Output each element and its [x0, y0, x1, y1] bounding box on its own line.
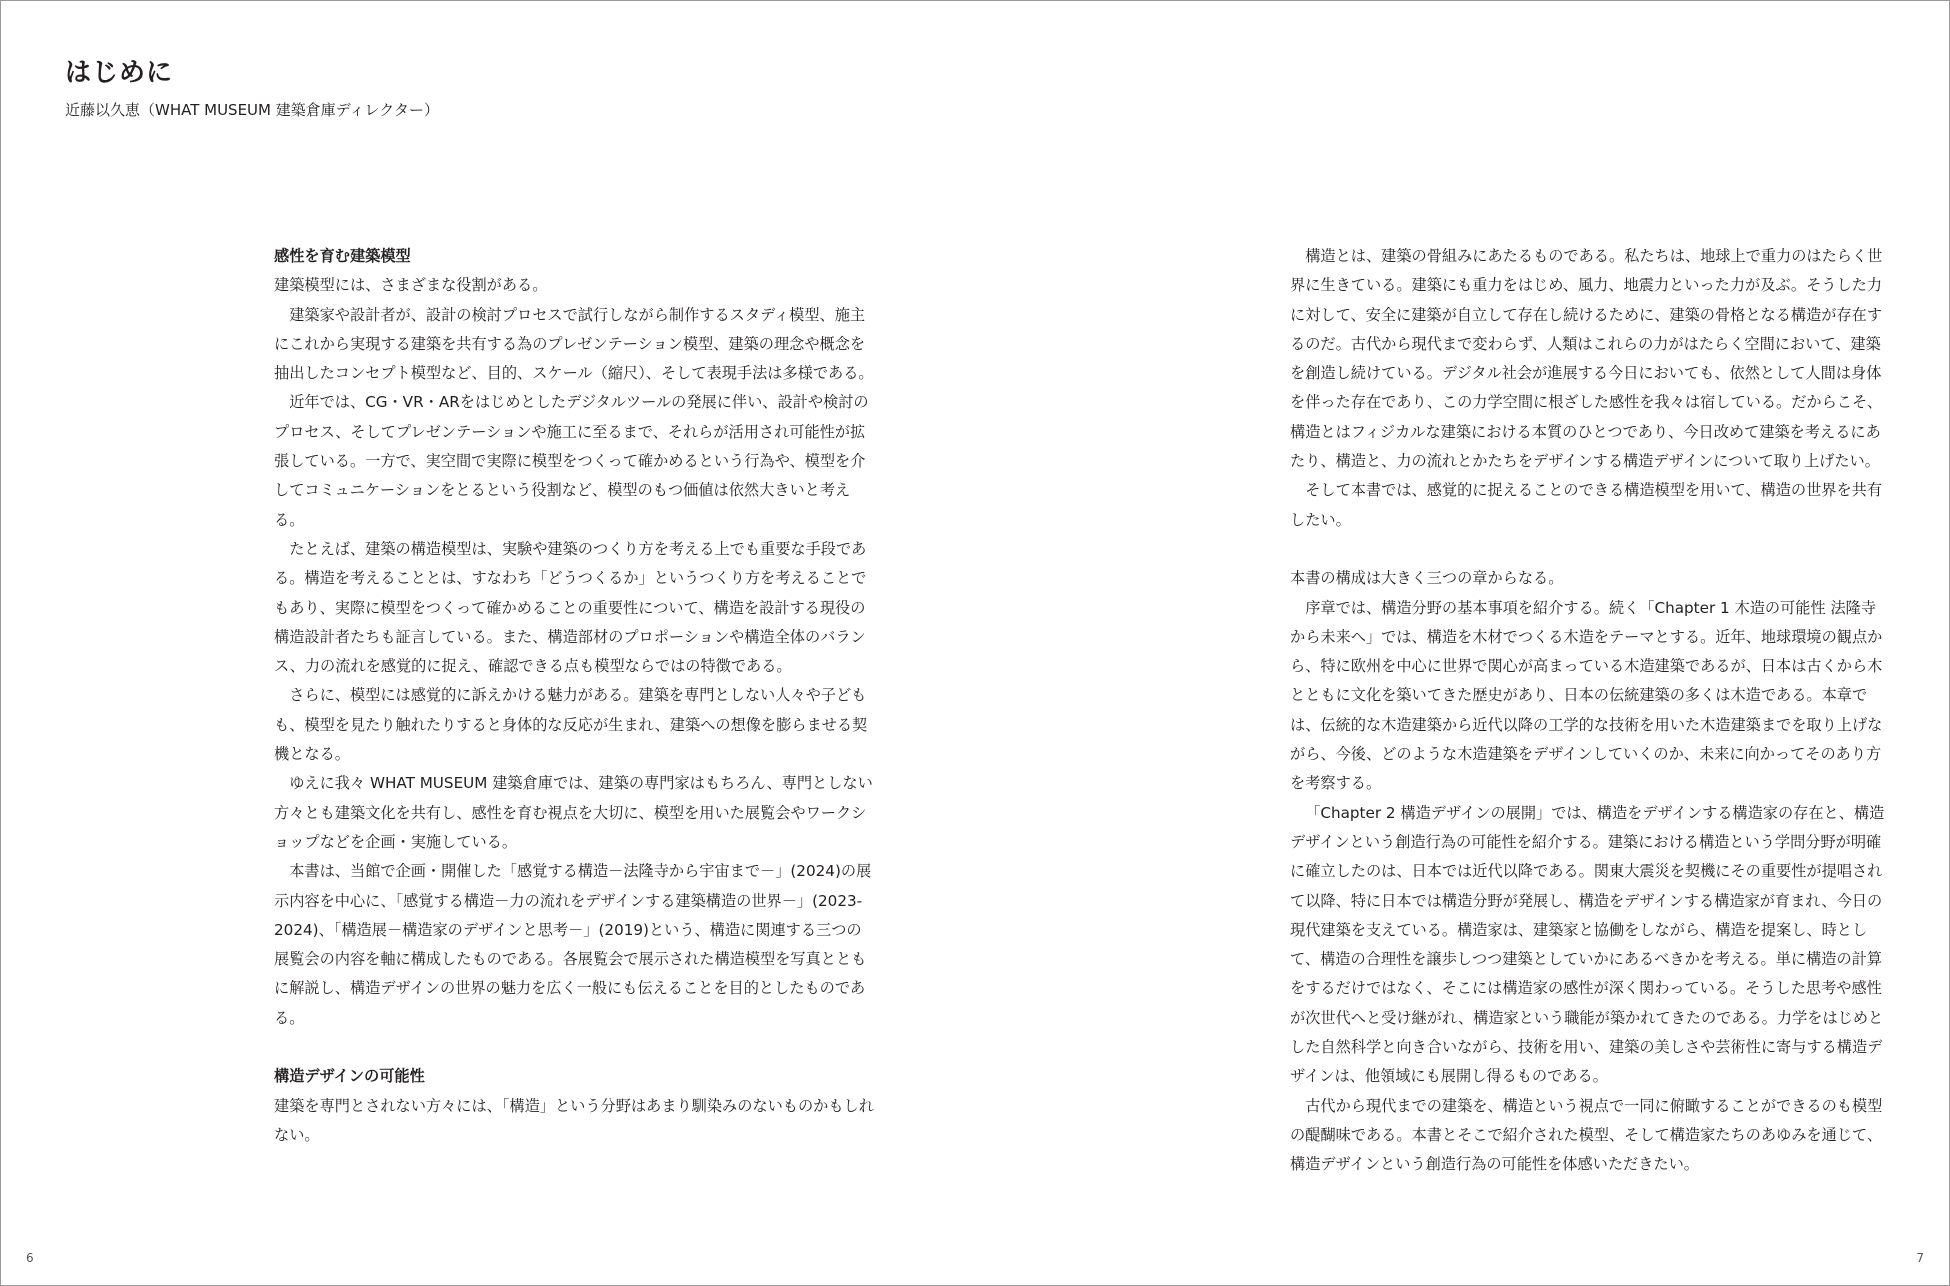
author-line: 近藤以久恵（WHAT MUSEUM 建築倉庫ディレクター） [65, 101, 439, 119]
paragraph: 本書の構成は大きく三つの章からなる。 [1290, 569, 1564, 588]
section-heading-structure-design: 構造デザインの可能性 [274, 1067, 425, 1086]
paragraph: 建築家や設計者が、設計の検討プロセスで試行しながら制作するスタディ模型、施主にこれから実現する建築を共有する為のプレゼンテーション模型、建築の理念や概念を抽出したコンセプト模型など、目的、スケール（縮尺）、そして表現手法は多様である。 [274, 305, 874, 383]
paragraph: たとえば、建築の構造模型は、実験や建築のつくり方を考える上でも重要な手段である。構造を考えることとは、すなわち「どうつくるか」というつくり方を考えることでもあり、実際に模型をつくって確かめることの重要性について、構造を設計する現役の構造設計者たちも証言している。また、構造部材のプロポーションや構造全体のバランス、力の流れを感覚的に捉え、確認できる点も模型ならではの特徴である。 [274, 539, 867, 676]
left-text-column [274, 242, 874, 1150]
page-number-right: 7 [1916, 1251, 1924, 1265]
section-spacer [274, 1033, 874, 1062]
section-spacer [1290, 535, 1890, 564]
paragraph: 序章では、構造分野の基本事項を紹介する。続く「Chapter 1 木造の可能性 法隆寺から未来へ」では、構造を木材でつくる木造をテーマとする。近年、地球環境の観点から、特に欧州を中心に世界で関心が高まっている木造建築であるが、日本は古くから木とともに文化を築いてきた歴史があり、日本の伝統建築の多くは木造である。本章では、伝統的な木造建築から近代以降の工学的な技術を用いた木造建築までを取り上げながら、今後、どのような木造建築をデザインしていくのか、未来に向かってそのあり方を考察する。 [1290, 598, 1883, 793]
paragraph: 「Chapter 2 構造デザインの展開」では、構造をデザインする構造家の存在と、構造デザインという創造行為の可能性を紹介する。建築における構造という学問分野が明確に確立したのは、日本では近代以降である。関東大震災を契機にその重要性が提唱されて以降、特に日本では構造分野が発展し、構造をデザインする構造家が育まれ、今日の現代建築を支えている。構造家は、建築家と協働をしながら、構造を提案し、時として、構造の合理性を譲歩しつつ建築としていかにあるべきかを考える。単に構造の計算をするだけではなく、そこには構造家の感性が深く関わっている。そうした思考や感性が次世代へと受け継がれ、構造家という職能が築かれてきたのである。力学をはじめとした自然科学と向き合いながら、技術を用い、建築の美しさや芸術性に寄与する構造デザインは、他領域にも展開し得るものである。 [1290, 803, 1885, 1086]
paragraph: 構造とは、建築の骨組みにあたるものである。私たちは、地球上で重力のはたらく世界に生きている。建築にも重力をはじめ、風力、地震力といった力が及ぶ。そうした力に対して、安全に建築が自立して存在し続けるために、建築の骨格となる構造が存在するのだ。古代から現代まで変わらず、人類はこれらの力がはたらく空間において、建築を創造し続けている。デジタル社会が進展する今日においても、依然として人間は身体を伴った存在であり、この力学空間に根ざした感性を我々は宿している。だからこそ、構造とはフィジカルな建築における本質のひとつであり、今日改めて建築を考えるにあたり、構造と、力の流れとかたちをデザインする構造デザインについて取り上げたい。 [1290, 247, 1883, 471]
paragraph: 本書は、当館で企画・開催した「感覚する構造－法隆寺から宇宙まで－」(2024)の展示内容を中心に、「感覚する構造－力の流れをデザインする建築構造の世界－」(2023-2024)、「構造展－構造家のデザインと思考－」(2019)という、構造に関連する三つの展覧会の内容を軸に構成したものである。各展覧会で展示された構造模型を写真とともに解説し、構造デザインの世界の魅力を広く一般にも伝えることを目的としたものである。 [274, 862, 872, 1027]
page-title: はじめに [65, 58, 174, 88]
paragraph: そして本書では、感覚的に捉えることのできる構造模型を用いて、構造の世界を共有したい。 [1290, 481, 1883, 529]
paragraph: さらに、模型には感覚的に訴えかける魅力がある。建築を専門としない人々や子どもも、模型を見たり触れたりすると身体的な反応が生まれ、建築への想像を膨らませる契機となる。 [274, 686, 868, 764]
paragraph: 古代から現代までの建築を、構造という視点で一同に俯瞰することができるのも模型の醍醐味である。本書とそこで紹介された模型、そして構造家たちのあゆみを通じて、構造デザインという創造行為の可能性を体感いただきたい。 [1290, 1096, 1883, 1174]
right-text-column [1290, 242, 1890, 1180]
page-number-left: 6 [26, 1251, 34, 1265]
paragraph: 近年では、CG・VR・ARをはじめとしたデジタルツールの発展に伴い、設計や検討のプロセス、そしてプレゼンテーションや施工に至るまで、それらが活用され可能性が拡張している。一方で、実空間で実際に模型をつくって確かめるという行為や、模型を介してコミュニケーションをとるという役割など、模型のもつ価値は依然大きいと考える。 [274, 393, 869, 529]
paragraph: 建築模型には、さまざまな役割がある。 [274, 276, 548, 295]
paragraph: 建築を専門とされない方々には、「構造」という分野はあまり馴染みのないものかもしれない。 [274, 1096, 874, 1144]
paragraph: ゆえに我々 WHAT MUSEUM 建築倉庫では、建築の専門家はもちろん、専門としない方々とも建築文化を共有し、感性を育む視点を大切に、模型を用いた展覧会やワークショップなどを企画・実施している。 [274, 774, 873, 851]
section-heading-model: 感性を育む建築模型 [274, 247, 411, 265]
